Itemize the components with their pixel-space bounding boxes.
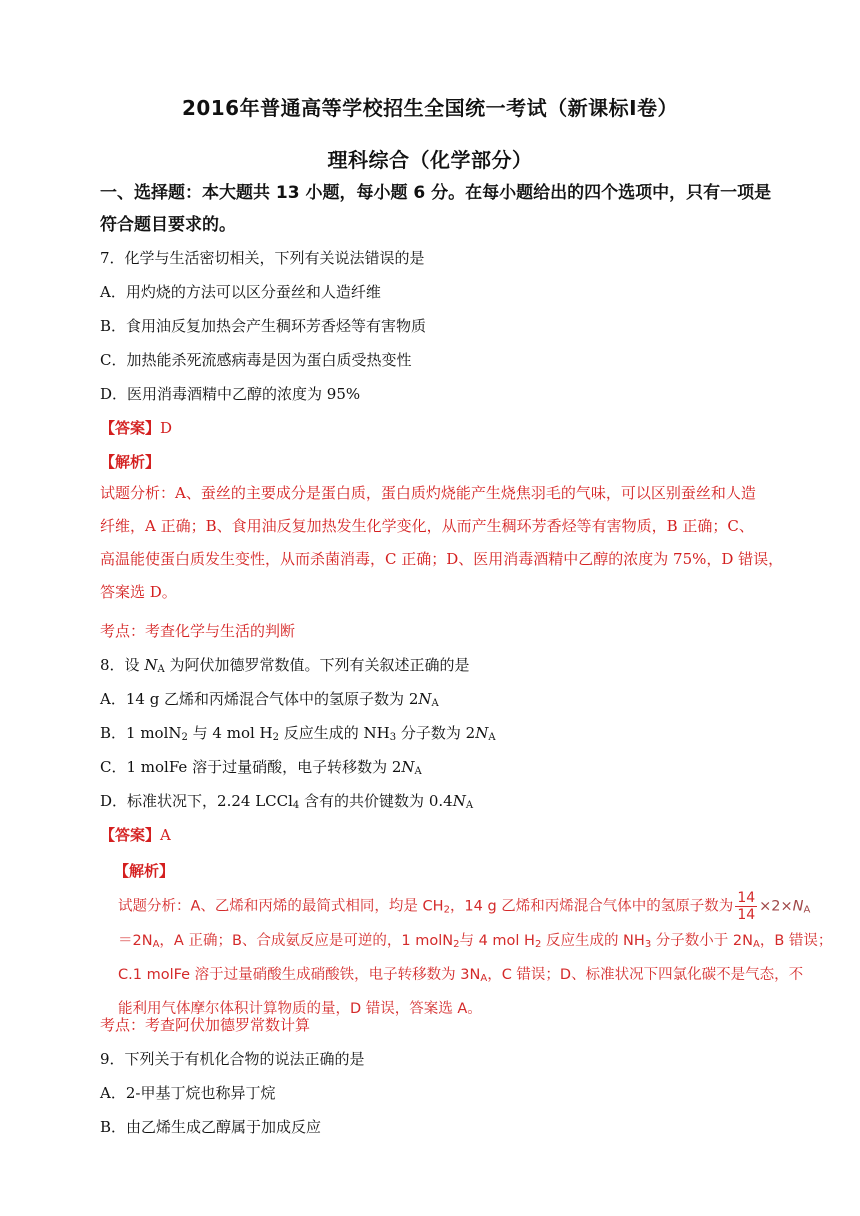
q7-option-b: B．食用油反复加热会产生稠环芳香烃等有害物质 <box>100 317 427 335</box>
page-title: 2016年普通高等学校招生全国统一考试（新课标Ⅰ卷） <box>181 96 679 120</box>
analysis-line: 能利用气体摩尔体积计算物质的量，D 错误，答案选 A。 <box>118 1000 482 1017</box>
q7-option-c: C．加热能杀死流感病毒是因为蛋白质受热变性 <box>100 351 412 369</box>
q7-analysis-tag <box>100 451 790 472</box>
section-heading-line1: 一、选择题：本大题共 13 小题，每小题 6 分。在每小题给出的四个选项中，只有一项是 <box>100 183 772 203</box>
q9-stem: 9．下列关于有机化合物的说法正确的是 <box>100 1050 365 1068</box>
q7-option-d: D．医用消毒酒精中乙醇的浓度为 95% <box>100 385 361 403</box>
q9-option-b: B．由乙烯生成乙醇属于加成反应 <box>100 1118 322 1136</box>
analysis-line: C.1 molFe 溶于过量硝酸生成硝酸铁，电子转移数为 $3N_A$，C 错误；D、标准状况下四氯化碳不是气态，不 <box>118 966 804 984</box>
q8-stem: 8．设 $N_A$ 为阿伏加德罗常数值。下列有关叙述正确的是 <box>100 656 470 675</box>
analysis-line: 答案选 D。 <box>100 583 177 601</box>
q7-answer <box>100 417 790 438</box>
answer-value: D <box>160 419 173 437</box>
q8-option-b: B．1 molN$_2$ 与 4 mol $H_2$ 反应生成的 $NH_3$ 分子数为 $2N_A$ <box>100 724 496 743</box>
q8-point: 考点：考查阿伏加德罗常数计算 <box>100 1016 311 1034</box>
q7-point: 考点：考查化学与生活的判断 <box>100 622 296 640</box>
analysis-line: 高温能使蛋白质发生变性，从而杀菌消毒，C 正确；D、医用消毒酒精中乙醇的浓度为 75%，D 错误， <box>100 550 784 568</box>
analysis-tag: 【解析】 <box>100 453 161 471</box>
q7-stem: 7．化学与生活密切相关，下列有关说法错误的是 <box>100 249 425 267</box>
analysis-line: 试题分析：A、蚕丝的主要成分是蛋白质，蛋白质灼烧能产生烧焦羽毛的气味，可以区别蚕丝和人造 <box>100 484 756 502</box>
q8-option-a: A．14 g 乙烯和丙烯混合气体中的氢原子数为 $2N_A$ <box>100 690 439 709</box>
q8-option-c: C．1 molFe 溶于过量硝酸，电子转移数为 $2N_A$ <box>100 758 422 777</box>
answer-tag: 【答案】 <box>100 826 161 844</box>
q7-analysis <box>100 477 790 609</box>
q8-answer <box>100 824 790 845</box>
section-heading-line2: 符合题目要求的。 <box>100 215 236 235</box>
fraction: $\frac{14}{14}$ <box>737 890 756 923</box>
analysis-line: $=2N_A$，A 正确；B、合成氨反应是可逆的，1 molN$_2$与 4 mol $H_2$ 反应生成的 $NH_3$ 分子数小于 $2N_A$，B 错误； <box>118 932 833 950</box>
analysis-line: 试题分析：A、乙烯和丙烯的最简式相同，均是 $CH_2$，14 g 乙烯和丙烯混合气体中的氢原子数为 $\frac{14}{14}$ $\times 2\times N_A$ <box>118 890 811 923</box>
answer-value: A <box>160 826 171 844</box>
q8-analysis-image <box>118 890 833 1024</box>
page-subtitle: 理科综合（化学部分） <box>327 148 533 172</box>
analysis-tag: 【解析】 <box>114 862 175 880</box>
q9-option-a: A．2-甲基丁烷也称异丁烷 <box>100 1084 276 1102</box>
analysis-line: 纤维，A 正确；B、食用油反复加热发生化学变化，从而产生稠环芳香烃等有害物质，B 正确；C、 <box>100 517 754 535</box>
q8-option-d: D．标准状况下，2.24 LCCl$_4$ 含有的共价键数为 $0.4N_A$ <box>100 792 474 811</box>
answer-tag: 【答案】 <box>100 419 161 437</box>
q8-analysis-tag <box>114 860 790 881</box>
q7-option-a: A．用灼烧的方法可以区分蚕丝和人造纤维 <box>100 283 381 301</box>
